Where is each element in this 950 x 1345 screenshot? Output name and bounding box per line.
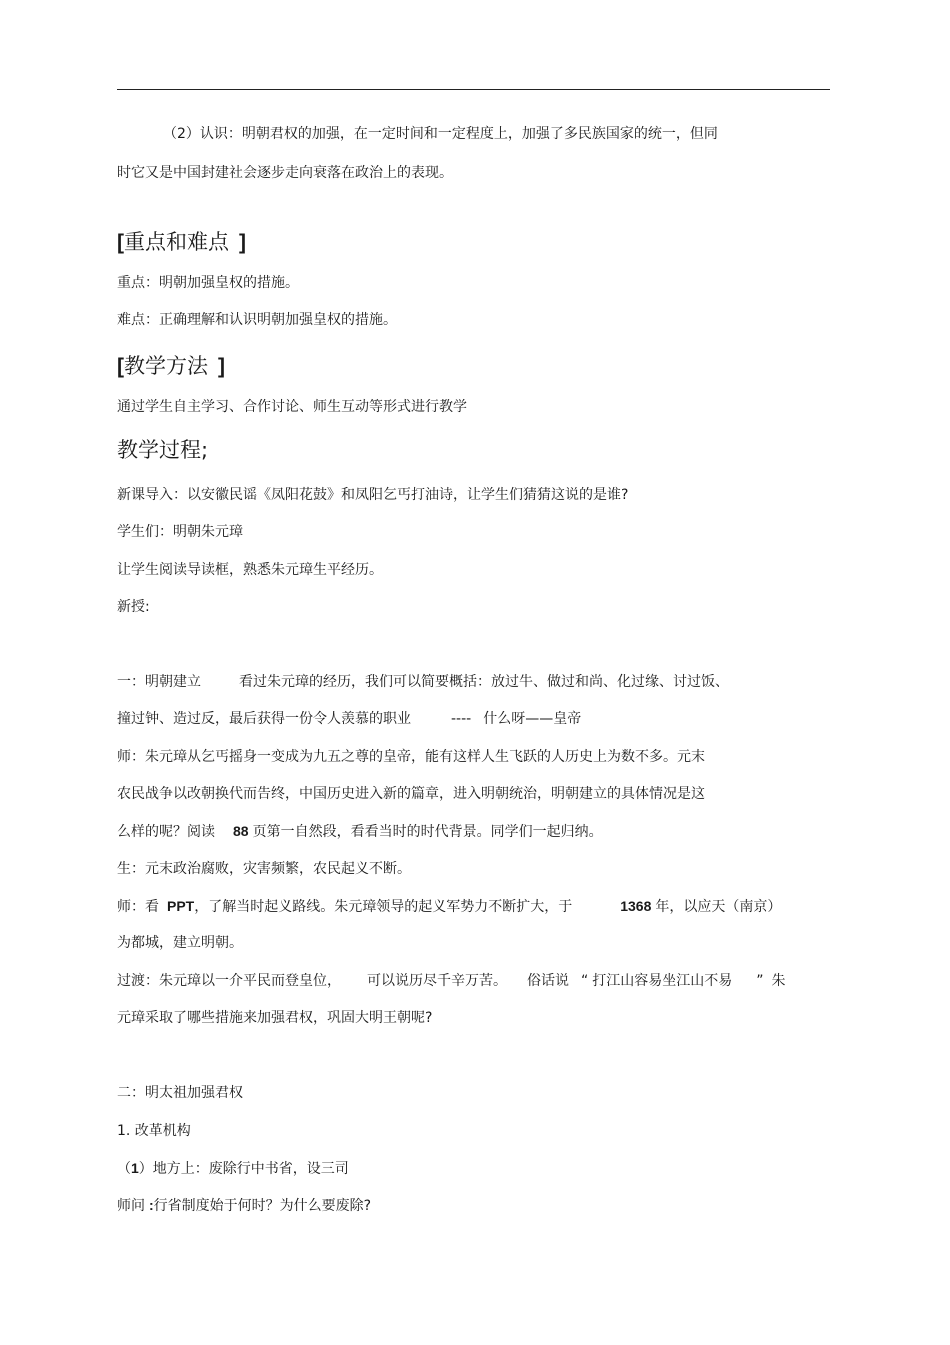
paragraph-line xyxy=(117,673,729,691)
header-rule xyxy=(117,89,830,90)
heading-bracket: [ xyxy=(117,355,124,378)
paragraph-line: 时它又是中国封建社会逐步走向衰落在政治上的表现。 xyxy=(117,165,453,181)
text-run: 撞过钟、造过反，最后获得一份令人羡慕的职业 xyxy=(117,711,411,727)
paragraph-line xyxy=(117,1196,371,1215)
subheading-text: 一：明朝建立 xyxy=(117,674,201,690)
paragraph-line: （2）认识：明朝君权的加强，在一定时间和一定程度上，加强了多民族国家的统一，但同 xyxy=(163,126,718,142)
subheading-text: 二：明太祖加强君权 xyxy=(117,1085,243,1101)
heading-bracket: ] xyxy=(218,355,225,378)
heading-bracket: [ xyxy=(117,231,124,254)
paragraph-line: 新授: xyxy=(117,599,150,615)
heading-bracket: ] xyxy=(239,231,246,254)
quote-mark: ” xyxy=(756,973,764,989)
text-run: （ xyxy=(117,1161,131,1177)
quote-text: 打江山容易坐江山不易 xyxy=(592,973,733,989)
heading-text: 教学方法 xyxy=(124,354,208,378)
text-run: ）地方上：废除行中书省，设三司 xyxy=(138,1161,349,1177)
page-number: 88 xyxy=(233,823,249,839)
paragraph-line xyxy=(117,822,603,841)
paragraph-line: 农民战争以改朝换代而告终，中国历史进入新的篇章，进入明朝统治，明朝建立的具体情况是这 xyxy=(117,786,705,802)
text-run: 页第一自然段，看看当时的时代背景。同学们一起归纳。 xyxy=(252,824,603,840)
list-item: 1. 改革机构 xyxy=(117,1123,191,1139)
paragraph-line xyxy=(117,972,786,990)
section-heading-key-points xyxy=(117,229,246,256)
paragraph-line: 元璋采取了哪些措施来加强君权，巩固大明王朝呢? xyxy=(117,1010,433,1026)
dash-run: ---- xyxy=(451,711,472,727)
year-number: 1368 xyxy=(620,898,652,914)
ppt-label: PPT xyxy=(167,898,195,914)
section-heading-process: 教学过程; xyxy=(117,438,209,462)
text-run: 师问 xyxy=(117,1198,145,1214)
text-run: 什么呀——皇帝 xyxy=(483,711,582,727)
paragraph-line: 为都城，建立明朝。 xyxy=(117,935,243,951)
text-run: ，了解当时起义路线。朱元璋领导的起义军势力不断扩大，于 xyxy=(194,899,573,915)
paragraph-line xyxy=(117,897,781,916)
section-heading-method xyxy=(117,353,225,380)
list-item xyxy=(117,1159,349,1178)
difficult-point: 难点：正确理解和认识明朝加强皇权的措施。 xyxy=(117,312,397,328)
text-run: 可以说历尽千辛万苦。 xyxy=(367,973,507,989)
item-number: 1 xyxy=(131,1160,139,1176)
text-run: 师：看 xyxy=(117,899,159,915)
text-run: 过渡：朱元璋以一介平民而登皇位， xyxy=(117,973,341,989)
paragraph-line: 师：朱元璋从乞丐摇身一变成为九五之尊的皇帝，能有这样人生飞跃的人历史上为数不多。元末 xyxy=(117,749,705,765)
key-point: 重点：明朝加强皇权的措施。 xyxy=(117,275,299,291)
text-run: 朱 xyxy=(771,973,786,989)
paragraph-line: 学生们：明朝朱元璋 xyxy=(117,524,243,540)
quote-mark: “ xyxy=(581,973,589,989)
text-run: 么样的呢？阅读 xyxy=(117,824,215,840)
colon: : xyxy=(149,1197,154,1213)
text-run: 俗话说 xyxy=(527,973,569,989)
text-run: 行省制度始于何时？为什么要废除? xyxy=(153,1198,372,1214)
paragraph-line: 生：元末政治腐败，灾害频繁，农民起义不断。 xyxy=(117,861,411,877)
heading-text: 重点和难点 xyxy=(124,230,229,254)
text-run: 年，以应天（南京） xyxy=(655,899,782,915)
method-text: 通过学生自主学习、合作讨论、师生互动等形式进行教学 xyxy=(117,399,467,415)
paragraph-line: 新课导入：以安徽民谣《凤阳花鼓》和凤阳乞丐打油诗，让学生们猜猜这说的是谁? xyxy=(117,487,629,503)
text-run: 看过朱元璋的经历，我们可以简要概括：放过牛、做过和尚、化过缘、讨过饭、 xyxy=(239,674,729,690)
paragraph-line xyxy=(117,710,581,728)
paragraph-line: 让学生阅读导读框，熟悉朱元璋生平经历。 xyxy=(117,562,383,578)
